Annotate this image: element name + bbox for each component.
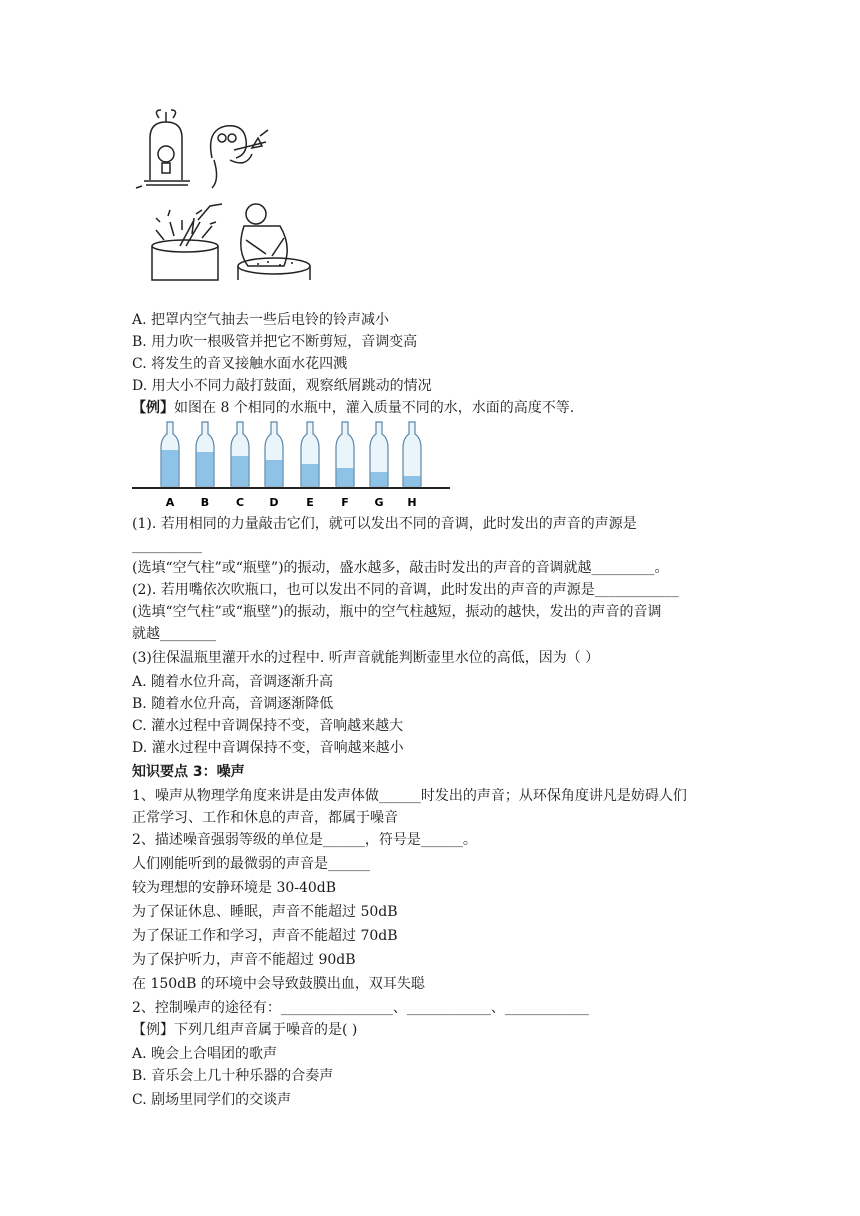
question-3: (3)往保温瓶里灌开水的过程中. 听声音就能判断壶里水位的高低，因为（ ） (132, 650, 600, 666)
bottle (301, 422, 319, 509)
option-b: B. 用力吹一根吸管并把它不断剪短，音调变高 (132, 334, 418, 350)
noise-definition-line-1: 1、噪声从物理学角度来讲是由发声体做______时发出的声音；从环保角度讲凡是妨碍人们 (132, 788, 687, 804)
question-3-option-d: D. 灌水过程中音调保持不变，音响越来越小 (132, 740, 404, 756)
faintest-sound-question: 人们刚能听到的最微弱的声音是______ (132, 856, 370, 872)
question-1-line-1: (1). 若用相同的力量敲击它们，就可以发出不同的音调，此时发出的声音的声源是 (132, 516, 637, 532)
question-3-option-c: C. 灌水过程中音调保持不变，音响越来越大 (132, 718, 404, 734)
hearing-limit-fact: 为了保护听力，声音不能超过 90dB (132, 952, 356, 968)
section-heading-noise: 知识要点 3：噪声 (132, 764, 245, 780)
eight-water-bottles-illustration (130, 420, 452, 512)
bottle-label: C (235, 496, 245, 509)
bottle-label: F (341, 496, 349, 509)
question-3-option-b: B. 随着水位升高，音调逐渐降低 (132, 696, 334, 712)
question-1-blank: __________ (132, 538, 202, 554)
eardrum-damage-fact: 在 150dB 的环境中会导致鼓膜出血，双耳失聪 (132, 976, 425, 992)
noise-unit-question: 2、描述噪音强弱等级的单位是______，符号是______。 (132, 832, 477, 848)
sleep-limit-fact: 为了保证休息、睡眠，声音不能超过 50dB (132, 904, 398, 920)
question-3-option-a: A. 随着水位升高，音调逐渐升高 (132, 674, 334, 690)
option-a: A. 把罩内空气抽去一些后电铃的铃声减小 (132, 312, 390, 328)
option-d: D. 用大小不同力敲打鼓面，观察纸屑跳动的情况 (132, 378, 432, 394)
example-1 (132, 398, 574, 418)
bottle (231, 422, 249, 509)
question-2-line-3: 就越________ (132, 626, 216, 642)
bottle-label: H (407, 496, 417, 509)
example-2-option-b: B. 音乐会上几十种乐器的合奏声 (132, 1068, 334, 1084)
bottle-label: E (306, 496, 314, 509)
example-2-option-c: C. 剧场里同学们的交谈声 (132, 1092, 292, 1108)
example-1-text: 如图在 8 个相同的水瓶中，灌入质量不同的水，水面的高度不等. (174, 400, 575, 416)
bottle (336, 422, 354, 509)
bottle (403, 422, 421, 509)
bottle-label: A (165, 496, 175, 509)
example-2-option-a: A. 晚会上合唱团的歌声 (132, 1046, 278, 1062)
bell-jar-and-straw-illustration (134, 108, 284, 190)
bottle (196, 422, 214, 509)
noise-control-question: 2、控制噪声的途径有：________________、____________、____________ (132, 1000, 589, 1016)
question-1-line-2: (选填“空气柱”或“瓶壁”)的振动，盛水越多，敲击时发出的声音的音调就越_________。 (132, 560, 669, 576)
example-2: 【例】下列几组声音属于噪音的是( ) (132, 1022, 358, 1038)
option-c: C. 将发生的音叉接触水面水花四溅 (132, 356, 348, 372)
bottle-label: B (200, 496, 210, 509)
bottle (370, 422, 388, 509)
question-2-line-2: (选填“空气柱”或“瓶壁”)的振动，瓶中的空气柱越短，振动的越快，发出的声音的音调 (132, 604, 662, 620)
quiet-environment-fact: 较为理想的安静环境是 30-40dB (132, 880, 337, 896)
tuning-fork-and-drum-illustration (134, 200, 318, 284)
noise-definition-line-2: 正常学习、工作和休息的声音，都属于噪音 (132, 810, 398, 826)
question-2-line-1: (2). 若用嘴依次吹瓶口，也可以发出不同的音调，此时发出的声音的声源是____________ (132, 582, 679, 598)
bottle-label: D (269, 496, 279, 509)
bottle-label: G (374, 496, 384, 509)
example-tag: 【例】 (132, 400, 174, 416)
work-limit-fact: 为了保证工作和学习，声音不能超过 70dB (132, 928, 398, 944)
bottle (265, 422, 283, 509)
bottle (161, 422, 179, 509)
